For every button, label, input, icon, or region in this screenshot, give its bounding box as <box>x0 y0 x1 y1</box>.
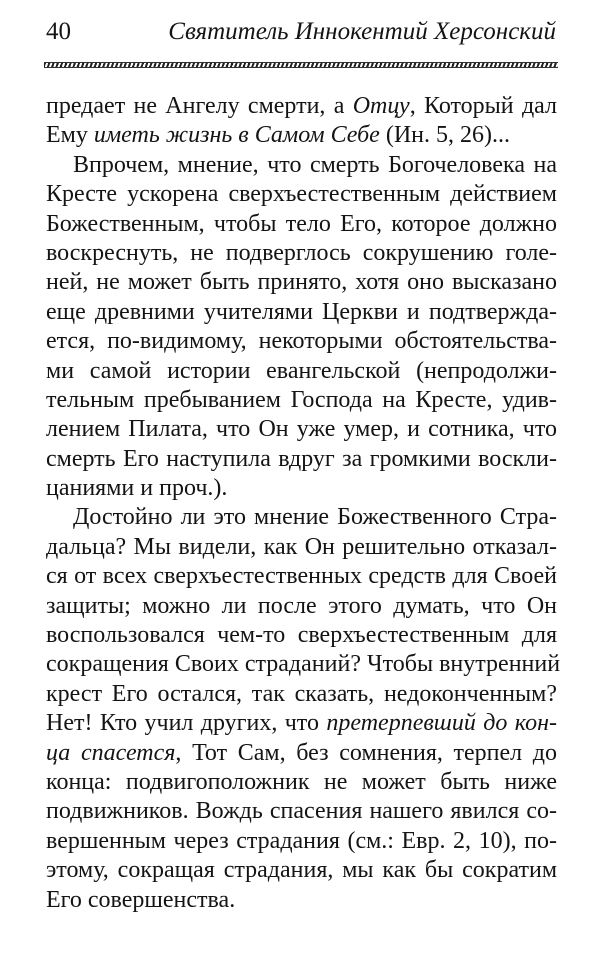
italic-quote: ца спасется <box>46 739 176 766</box>
italic-quote: иметь жизнь в Самом Себе <box>93 122 380 149</box>
text-line <box>46 856 557 885</box>
text-line <box>46 357 557 386</box>
text-segment: ней, не может быть принято, хотя оно высказано <box>46 269 557 296</box>
running-header <box>46 18 556 48</box>
text-segment: ся от всех сверхъестественных средств для Своей <box>46 563 557 590</box>
text-line <box>46 797 557 826</box>
text-segment: смерть Его наступила вдруг за громкими воскли- <box>46 445 557 472</box>
text-segment: ется, по-видимому, некоторыми обстоятельства- <box>46 328 557 355</box>
text-line <box>46 709 557 738</box>
text-segment: подвижников. Вождь спасения нашего явился со- <box>46 798 557 825</box>
italic-quote: претерпевший до кон- <box>326 710 558 737</box>
text-line <box>46 592 557 621</box>
text-line <box>46 680 557 709</box>
text-segment: , Который дал <box>409 93 558 119</box>
text-line <box>46 180 557 209</box>
text-segment: , Тот Сам, без сомнения, терпел до <box>175 739 557 766</box>
ornamental-divider <box>44 62 558 68</box>
text-segment: воскреснуть, не подверглось сокрушению голе- <box>46 239 557 266</box>
text-line <box>46 503 557 532</box>
text-segment: (Ин. 5, 26)... <box>379 122 510 149</box>
text-line <box>46 886 557 915</box>
text-segment: Впрочем, мнение, что смерть Богочеловека на <box>73 151 557 178</box>
text-line <box>46 327 557 356</box>
text-segment: крест Его остался, так сказать, недоконченным? <box>46 680 557 707</box>
text-segment: Кресте ускорена сверхъестественным действием <box>46 181 557 208</box>
page-body-text <box>46 92 561 915</box>
text-line <box>46 533 557 562</box>
text-segment: лением Пилата, что Он уже умер, и сотника, что <box>46 416 557 443</box>
text-segment: дальца? Мы видели, как Он решительно отказал- <box>46 533 557 560</box>
text-line <box>46 474 557 503</box>
text-line <box>46 268 557 297</box>
text-line <box>46 562 557 591</box>
text-segment: Достойно ли это мнение Божественного Стра- <box>73 504 557 531</box>
text-line <box>46 445 557 474</box>
text-segment: сокращения Своих страданий? Чтобы внутренний <box>46 651 561 678</box>
text-segment: конца: подвигоположник не может быть ниже <box>46 768 557 795</box>
text-segment: этому, сокращая страдания, мы как бы сократим <box>46 857 557 884</box>
text-line <box>46 92 557 121</box>
text-line <box>46 386 557 415</box>
text-line <box>46 739 557 768</box>
text-segment: вершенным через страдания (см.: Евр. 2, 10), по- <box>46 827 557 854</box>
text-segment: предает не Ангелу смерти, а <box>46 93 353 119</box>
text-segment: Нет! Кто учил других, что <box>46 710 327 737</box>
italic-quote: Отцу <box>352 93 410 119</box>
text-line <box>46 121 557 150</box>
text-segment: цаниями и проч.). <box>46 475 228 502</box>
text-segment: ми самой истории евангельской (непродолжи- <box>46 357 557 384</box>
text-segment: тельным пребыванием Господа на Кресте, удив- <box>46 386 557 413</box>
text-segment: Его совершенства. <box>46 886 236 913</box>
text-line <box>46 151 557 180</box>
text-segment: воспользовался чем-то сверхъестественным для <box>46 622 557 649</box>
text-line <box>46 827 557 856</box>
text-segment: Ему <box>46 122 94 149</box>
text-segment: еще древними учителями Церкви и подтвержда- <box>46 298 557 325</box>
text-segment: защиты; можно ли после этого думать, что Он <box>46 592 557 619</box>
text-line <box>46 621 557 650</box>
text-line <box>46 210 557 239</box>
running-title: Святитель Иннокентий Херсонский <box>168 18 556 45</box>
text-segment: Божественным, чтобы тело Его, которое должно <box>46 210 557 237</box>
text-line <box>46 415 557 444</box>
page-number: 40 <box>46 18 71 45</box>
text-line <box>46 768 557 797</box>
text-line <box>46 239 557 268</box>
text-line <box>46 298 557 327</box>
text-line <box>46 650 561 679</box>
